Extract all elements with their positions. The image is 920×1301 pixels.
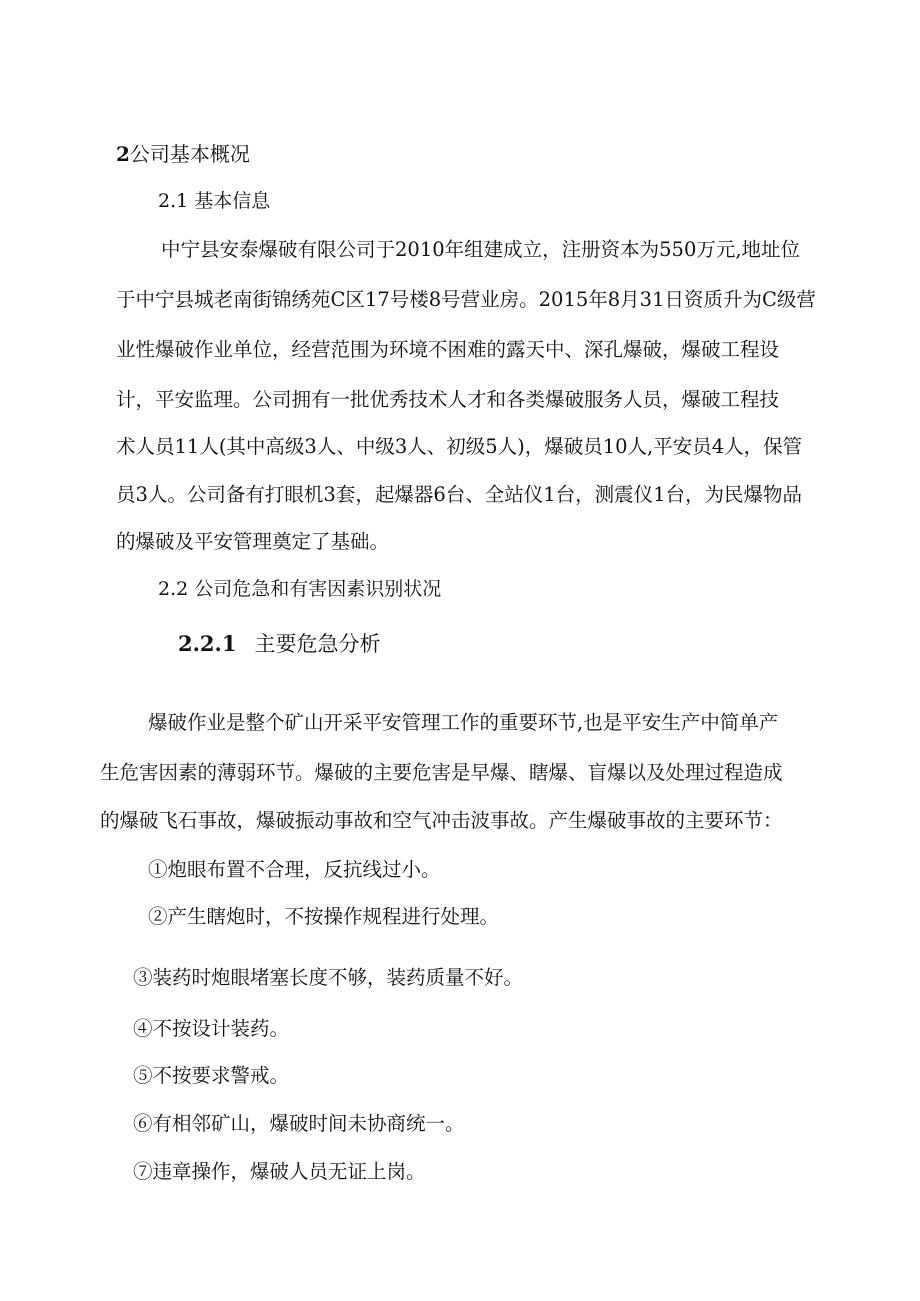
subsubsection-title: 主要危急分析 [254, 632, 381, 656]
section-number: 2 [116, 142, 130, 166]
paragraph-line: 生危害因素的薄弱环节。爆破的主要危害是早爆、瞎爆、盲爆以及处理过程造成 [100, 761, 783, 784]
list-item: ③装药时炮眼堵塞长度不够，装药质量不好。 [133, 966, 524, 989]
list-item: ⑥有相邻矿山，爆破时间未协商统一。 [133, 1112, 465, 1135]
subsubsection-number: 2.2.1 [178, 631, 237, 656]
section-title: 公司基本概况 [129, 142, 250, 166]
subsection-heading-2-1: 2.1 基本信息 [158, 190, 271, 212]
paragraph-line: 术人员11人(其中高级3人、中级3人、初级5人)，爆破员10人,平安员4人，保管 [116, 435, 803, 458]
list-item: ②产生瞎炮时，不按操作规程进行处理。 [148, 905, 500, 928]
paragraph-line: 员3人。公司备有打眼机3套，起爆器6台、全站仪1台，测震仪1台，为民爆物品 [116, 483, 803, 506]
paragraph-line: 的爆破飞石事故，爆破振动事故和空气冲击波事故。产生爆破事故的主要环节： [100, 809, 783, 832]
paragraph-line: 的爆破及平安管理奠定了基础。 [116, 530, 390, 553]
list-item: ⑦违章操作，爆破人员无证上岗。 [133, 1160, 426, 1183]
paragraph-line: 爆破作业是整个矿山开采平安管理工作的重要环节,也是平安生产中简单产 [148, 711, 779, 734]
section-heading [116, 140, 250, 168]
paragraph-line: 计，平安监理。公司拥有一批优秀技术人才和各类爆破服务人员，爆破工程技 [116, 388, 780, 411]
list-item: ④不按设计装药。 [133, 1017, 290, 1040]
list-item: ①炮眼布置不合理，反抗线过小。 [148, 858, 441, 881]
subsection-heading-2-2: 2.2 公司危急和有害因素识别状况 [158, 578, 442, 600]
list-item: ⑤不按要求警戒。 [133, 1064, 290, 1087]
paragraph-line: 业性爆破作业单位，经营范围为环境不困难的露天中、深孔爆破，爆破工程设 [116, 338, 780, 361]
paragraph-line: 于中宁县城老南街锦绣苑C区17号楼8号营业房。2015年8月31日资质升为C级营 [116, 288, 816, 311]
paragraph-line: 中宁县安泰爆破有限公司于2010年组建成立，注册资本为550万元,地址位 [161, 238, 801, 261]
subsubsection-heading-2-2-1 [178, 630, 380, 658]
